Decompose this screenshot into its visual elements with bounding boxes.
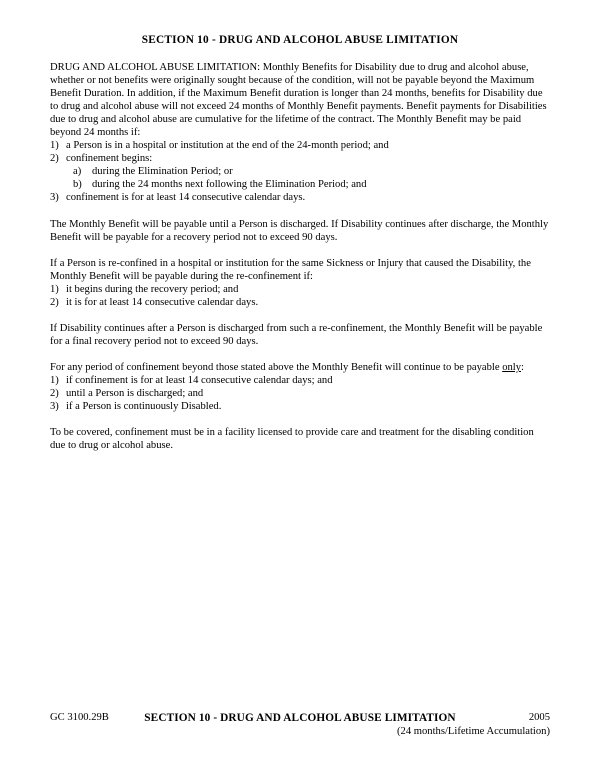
paragraph-beyond-confinement <box>50 361 550 374</box>
list-item-text: a Person is in a hospital or institution at the end of the 24-month period; and <box>66 140 389 152</box>
paragraph-facility-coverage: To be covered, confinement must be in a facility licensed to provide care and treatment for the disabling condition due to drug or alcohol abuse. <box>50 427 534 452</box>
list-marker: 2) <box>50 153 59 165</box>
page-title: SECTION 10 - DRUG AND ALCOHOL ABUSE LIMITATION <box>141 34 459 46</box>
list-item <box>50 296 550 309</box>
footer-main-row <box>50 711 550 725</box>
conditions-list-3 <box>50 374 550 413</box>
sublist-item-text: during the 24 months next following the Elimination Period; and <box>92 179 367 191</box>
footer-form-code: GC 3100.29B <box>50 712 109 723</box>
list-item-text: until a Person is discharged; and <box>66 387 204 399</box>
list-item <box>50 374 550 387</box>
list-marker: 1) <box>50 374 59 386</box>
sublist-item-text: during the Elimination Period; or <box>92 166 233 178</box>
footer-subtitle: (24 months/Lifetime Accumulation) <box>397 726 550 737</box>
list-item <box>50 139 550 152</box>
list-marker: 2) <box>50 387 59 399</box>
list-item <box>50 400 550 413</box>
list-item <box>50 387 550 400</box>
page-footer <box>50 711 550 739</box>
conditions-list-1 <box>50 139 550 204</box>
list-item-text: it begins during the recovery period; and <box>66 283 239 295</box>
paragraph-beyond-confinement-lead: For any period of confinement beyond those stated above the Monthly Benefit will continue to be payable <box>50 361 503 373</box>
footer-section-title: SECTION 10 - DRUG AND ALCOHOL ABUSE LIMITATION <box>144 712 456 724</box>
conditions-sublist <box>66 165 550 191</box>
list-item <box>50 283 550 296</box>
list-item <box>50 152 550 191</box>
list-marker: 1) <box>50 283 59 295</box>
emphasis-only: only <box>502 361 522 373</box>
list-marker: 1) <box>50 140 59 152</box>
document-content <box>50 34 550 452</box>
sublist-marker: b) <box>73 179 82 191</box>
list-item-text: confinement is for at least 14 consecutive calendar days. <box>66 192 306 204</box>
paragraph-reconfinement: If a Person is re-confined in a hospital or institution for the same Sickness or Injury that caused the Disability, the Monthly Benefit will be payable during the re-confinement if: <box>50 257 531 282</box>
sublist-item <box>73 165 550 178</box>
list-item-text: it is for at least 14 consecutive calendar days. <box>66 296 259 308</box>
footer-year: 2005 <box>528 712 550 723</box>
paragraph-beyond-confinement-tail: : <box>521 361 524 373</box>
list-item-text: confinement begins: <box>66 153 153 165</box>
list-marker: 3) <box>50 401 59 413</box>
list-marker: 3) <box>50 192 59 204</box>
conditions-list-2 <box>50 283 550 309</box>
sublist-item <box>73 178 550 191</box>
paragraph-monthly-benefit-payable: The Monthly Benefit will be payable until a Person is discharged. If Disability continues after discharge, the Monthly Benefit will be payable for a recovery period not to exceed 90 days. <box>50 218 549 243</box>
list-item-text: if a Person is continuously Disabled. <box>66 401 222 413</box>
list-item <box>50 191 550 204</box>
list-marker: 2) <box>50 296 59 308</box>
intro-paragraph: DRUG AND ALCOHOL ABUSE LIMITATION: Monthly Benefits for Disability due to drug and alcohol abuse, whether or not benefits were originally sought because of the condition, will not be payable beyond the Maximum Benefit Duration. In addition, if the Maximum Benefit duration is longer than 24 months, benefits for Disability due to drug and alcohol abuse will not exceed 24 months of Monthly Benefit payments. Benefit payments for Disabilities due to drug and alcohol abuse are cumulative for the lifetime of the contract. The Monthly Benefit may be paid beyond 24 months if: <box>50 62 547 139</box>
sublist-marker: a) <box>73 166 82 178</box>
paragraph-final-recovery: If Disability continues after a Person is discharged from such a re-confinement, the Monthly Benefit will be payable for a final recovery period not to exceed 90 days. <box>50 322 543 347</box>
list-item-text: if confinement is for at least 14 consecutive calendar days; and <box>66 374 333 386</box>
